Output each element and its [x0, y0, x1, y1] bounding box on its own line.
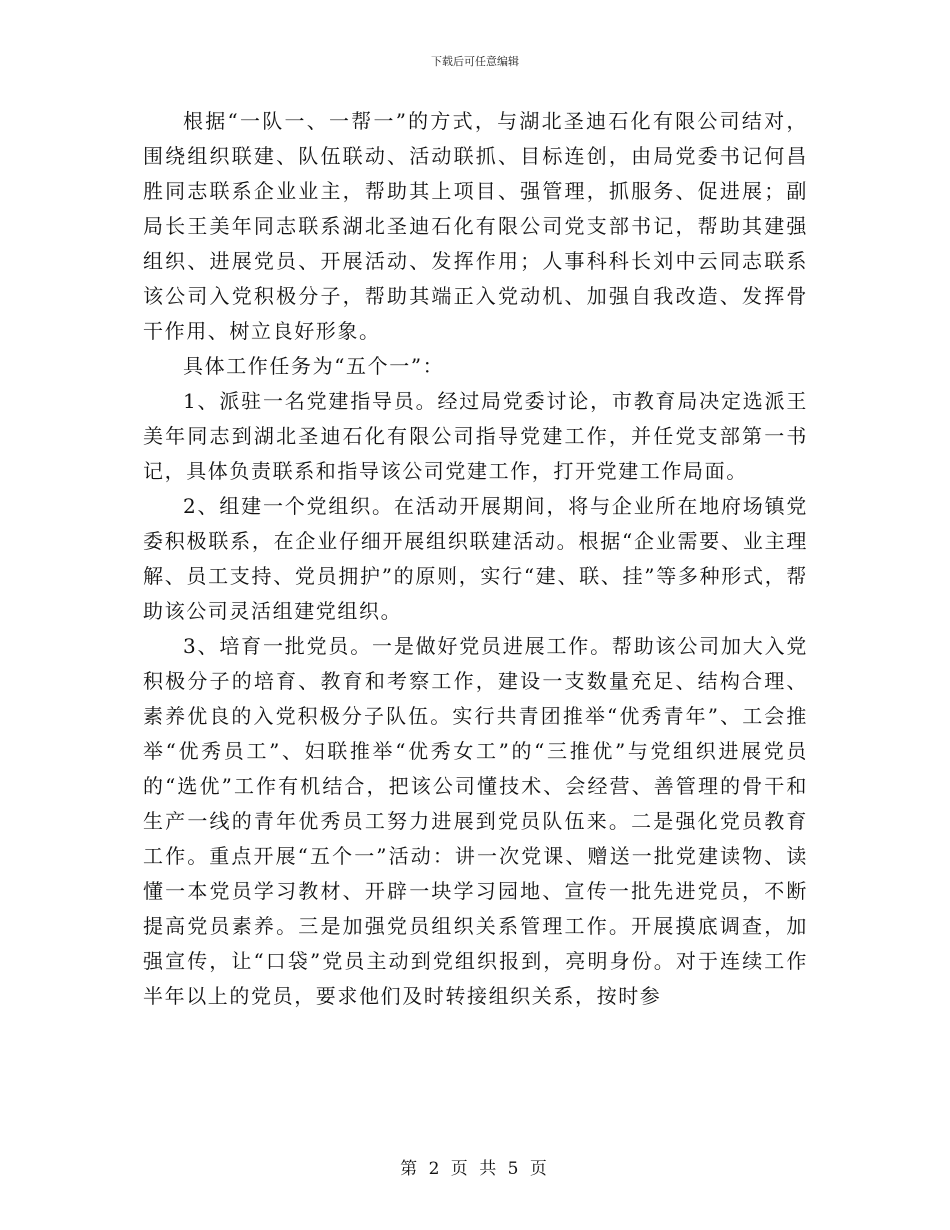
document-body [143, 104, 808, 1014]
paragraph: 2、组建一个党组织。在活动开展期间，将与企业所在地府场镇党委积极联系，在企业仔细开展组织联建活动。根据“企业需要、业主理解、员工支持、党员拥护”的原则，实行“建、联、挂”等多种形式，帮助该公司灵活组建党组织。 [143, 494, 808, 623]
paragraph: 根据“一队一、一帮一”的方式，与湖北圣迪石化有限公司结对，围绕组织联建、队伍联动、活动联抓、目标连创，由局党委书记何昌胜同志联系企业业主，帮助其上项目、强管理，抓服务、促进展；副局长王美年同志联系湖北圣迪石化有限公司党支部书记，帮助其建强组织、进展党员、开展活动、发挥作用；人事科科长刘中云同志联系该公司入党积极分子，帮助其端正入党动机、加强自我改造、发挥骨干作用、树立良好形象。 [143, 109, 808, 343]
page-header: 下载后可任意编辑 [431, 55, 519, 68]
paragraph: 1、派驻一名党建指导员。经过局党委讨论，市教育局决定选派王美年同志到湖北圣迪石化有限公司指导党建工作，并任党支部第一书记，具体负责联系和指导该公司党建工作，打开党建工作局面。 [143, 389, 808, 483]
paragraph: 3、培育一批党员。一是做好党员进展工作。帮助该公司加大入党积极分子的培育、教育和考察工作，建设一支数量充足、结构合理、素养优良的入党积极分子队伍。实行共青团推举“优秀青年”、工会推举“优秀员工”、妇联推举“优秀女工”的“三推优”与党组织进展党员的“选优”工作有机结合，把该公司懂技术、会经营、善管理的骨干和生产一线的青年优秀员工努力进展到党员队伍来。二是强化党员教育工作。重点开展“五个一”活动：讲一次党课、赠送一批党建读物、读懂一本党员学习教材、开辟一块学习园地、宣传一批先进党员，不断提高党员素养。三是加强党员组织关系管理工作。开展摸底调查，加强宣传，让“口袋”党员主动到党组织报到，亮明身份。对于连续工作半年以上的党员，要求他们及时转接组织关系，按时参 [143, 634, 808, 1008]
page-footer: 第 2 页 共 5 页 [400, 1159, 550, 1179]
paragraph: 具体工作任务为“五个一”： [183, 354, 445, 378]
